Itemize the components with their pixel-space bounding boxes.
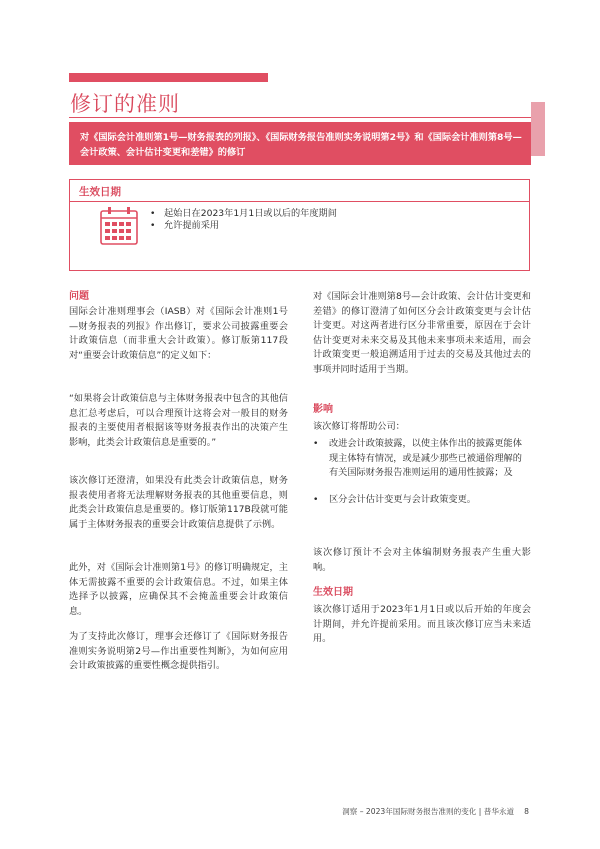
left-paragraph-3: 该次修订还澄清，如果没有此类会计政策信息，财务报表使用者将无法理解财务报表的其他重要信息，则此类会计政策信息是重要的。修订版第117B段就可能属于主体财务报表的重要会计政策信息提供了示例。	[69, 475, 288, 530]
left-paragraph-4: 此外，对《国际会计准则第1号》的修订明确规定，主体无需披露不重要的会计政策信息。不过，如果主体选择予以披露，应确保其不会掩盖重要会计政策信息。	[69, 562, 288, 617]
impact-intro: 该次修订将帮助公司：	[313, 421, 405, 432]
banner-text: 对《国际会计准则第1号—财务报表的列报》、《国际财务报告准则实务说明第2号》和《国际会计准则第8号—会计政策、会计估计变更和差错》的修订	[80, 132, 522, 158]
corner-accent-block	[531, 102, 545, 156]
impact-list	[313, 437, 531, 507]
right-paragraph-2: 该次修订预计不会对主体编制财务报表产生重大影响。	[313, 547, 531, 573]
effective-date-box-rule	[69, 201, 530, 202]
list-item: • 改进会计政策披露，以使主体作出的披露更能体现主体特有情况，或是减少那些已被通俗理解的有关国际财务报告准则运用的通用性披露；及	[313, 437, 531, 481]
footer-text: 洞察 – 2023年国际财务报告准则的变化 | 普华永道	[342, 807, 515, 816]
top-accent-bar	[69, 73, 268, 82]
list-item: • 区分会计估计变更与会计政策变更。	[313, 493, 531, 508]
left-paragraph-1: 国际会计准则理事会（IASB）对《国际会计准则1号—财务报表的列报》作出修订，要求公司披露重要会计政策信息（而非重大会计政策）。修订版第117段对“重要会计政策信息”的定义如下：	[69, 306, 288, 361]
right-paragraph-1: 对《国际会计准则第8号—会计政策、会计估计变更和差错》的修订澄清了如何区分会计政策变更与会计估计变更。对这两者进行区分非常重要，原因在于会计估计变更对未来交易及其他未来事项未来适用，而会计政策变更一般追溯适用于过去的交易及其他过去的事项并同时适用于当期。	[313, 291, 531, 375]
effective-date-box-title: 生效日期	[79, 186, 121, 198]
right-paragraph-3: 该次修订适用于2023年1月1日或以后开始的年度会计期间，并允许提前采用。而且该次修订应当未来适用。	[313, 604, 531, 645]
page-number: 8	[524, 807, 529, 816]
title-rule	[69, 117, 531, 118]
issue-heading: 问题	[69, 291, 89, 302]
list-item: • 允许提前采用	[150, 220, 337, 232]
list-item: • 起始日在2023年1月1日或以后的年度期间	[150, 208, 337, 220]
section-title: 修订的准则	[70, 92, 180, 116]
page-footer	[342, 806, 529, 817]
left-paragraph-2: “如果将会计政策信息与主体财务报表中包含的其他信息汇总考虑后，可以合理预计这将会对一般目的财务报表的主要使用者根据该等财务报表作出的决策产生影响，此类会计政策信息是重要的。”	[69, 393, 288, 448]
left-paragraph-5: 为了支持此次修订，理事会还修订了《国际财务报告准则实务说明第2号—作出重要性判断》，为如何应用会计政策披露的重要性概念提供指引。	[69, 631, 288, 672]
effective-date-heading: 生效日期	[313, 587, 353, 598]
calendar-icon	[99, 206, 139, 246]
effective-date-list	[150, 208, 337, 232]
impact-heading: 影响	[313, 404, 333, 415]
